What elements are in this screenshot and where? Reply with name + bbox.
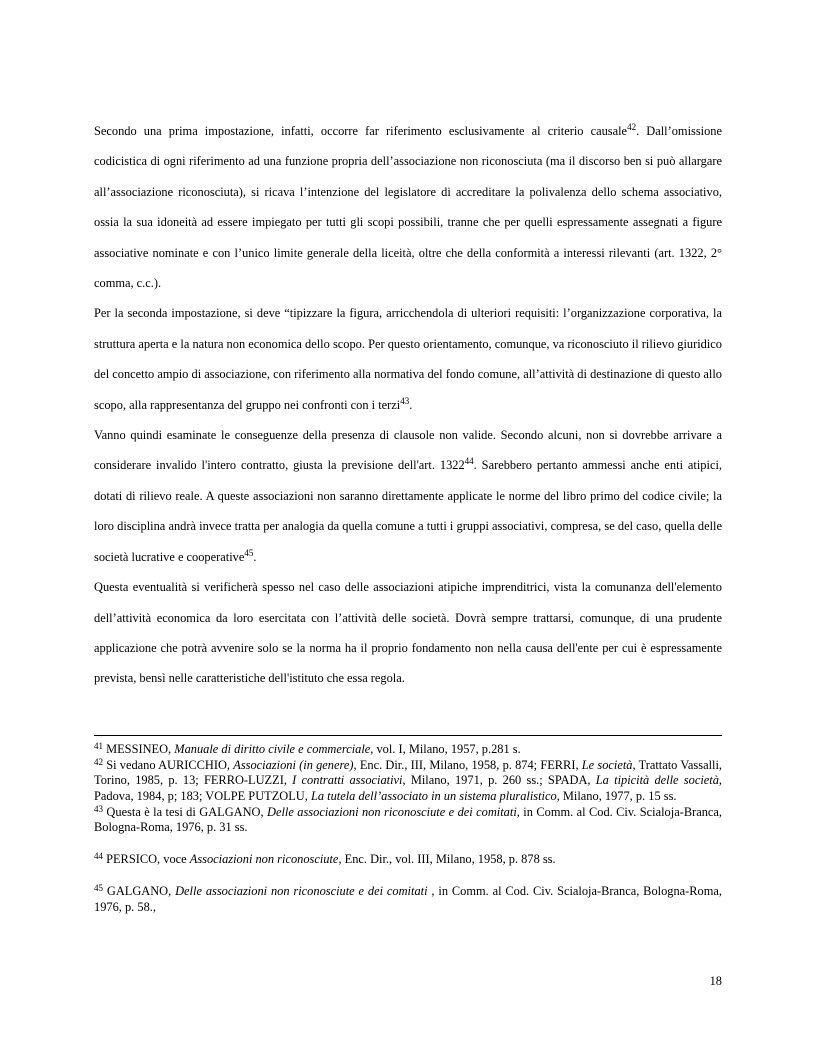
footnote-ref-45[interactable]: 45: [244, 547, 254, 558]
footnote-43: $^{43}$ Questa è la tesi di GALGANO, Delle associazioni non riconosciute e dei comitati, in Comm. al Cod. Civ. Scialoja-Branca, Bologna-Roma, 1976, p. 31 ss.: [94, 803, 723, 835]
footnote-separator: [94, 735, 722, 736]
footnote-42: $^{42}$ Si vedano AURICCHIO, Associazioni (in genere), Enc. Dir., III, Milano, 1958, p. 874; FERRI, Le società, Trattato Vassalli, Torino, 1985, p. 13; FERRO-LUZZI, I contratti associativi, Milano, 1971, p. 260 ss.; SPADA, La tipicità delle società, Padova, 1984, p; 183; VOLPE PUTZOLU, La tutela dell’associato in un sistema pluralistico, Milano, 1977, p. 15 ss.: [94, 757, 723, 803]
footnote-ref-42[interactable]: 42: [627, 122, 637, 132]
footnote-45: $^{45}$ GALGANO, Delle associazioni non riconosciute e dei comitati , in Comm. al Cod. Civ. Scialoja-Branca, Bologna-Roma, 1976, p. 58.,: [94, 883, 722, 914]
footnotes: [94, 742, 722, 916]
paragraph-2: Per la seconda impostazione, si deve “tipizzare la figura, arricchendola di ulteriori requisiti: l’organizzazione corporativa, la struttura aperta e la natura non economica dello scopo. Per questo orientamento, comunque, va riconosciuto il rilievo giuridico del concetto ampio di associazione, con riferimento alla normativa del fondo comune, all’attività di destinazione di questo allo scopo, alla rappresentanza del gruppo nei confronti con i terzi$^{43}$.: [94, 306, 722, 412]
footnote-44: $^{44}$ PERSICO, voce Associazioni non riconosciute, Enc. Dir., vol. III, Milano, 1958, p. 878 ss.: [94, 851, 556, 867]
paragraph-3: Vanno quindi esaminate le conseguenze della presenza di clausole non valide. Secondo alcuni, non si dovrebbe arrivare a considerare invalido l'intero contratto, giusta la previsione dell'art. 1322$^{44}$. Sarebbero pertanto ammessi anche enti atipici, dotati di rilievo reale. A queste associazioni non saranno direttamente applicate le norme del libro primo del codice civile; la loro disciplina andrà invece tratta per analogia da quella comune a tutti i gruppi associativi, compresa, se del caso, quella delle società lucrative e cooperative$^{45}$.: [94, 428, 722, 564]
footnote-ref-43[interactable]: 43: [400, 395, 410, 406]
page-number: 18: [709, 974, 722, 988]
footnote-41: $^{41}$ MESSINEO, Manuale di diritto civile e commerciale, vol. I, Milano, 1957, p.281 s.: [94, 741, 521, 756]
paragraph-1: Secondo una prima impostazione, infatti, occorre far riferimento esclusivamente al criterio causale$^{42}$. Dall’omissione codicistica di ogni riferimento ad una funzione propria dell’associazione non riconosciuta (ma il discorso ben si può allargare all’associazione riconosciuta), si ricava l’intenzione del legislatore di accreditare la polivalenza dello schema associativo, ossia la sua idoneità ad essere impiegato per tutti gli scopi possibili, tranne che per quelli espressamente assegnati a figure associative nominate e con l’unico limite generale della liceità, oltre che della conformità a interessi rilevanti (art. 1322, 2° comma, c.c.).: [94, 122, 722, 291]
paragraph-4: Questa eventualità si verificherà spesso nel caso delle associazioni atipiche imprenditrici, vista la comunanza dell'elemento dell’attività economica da loro esercitata con l’attività delle società. Dovrà sempre trattarsi, comunque, di una prudente applicazione che potrà avvenire solo se la norma ha il proprio fondamento non nella causa dell'ente per cui è espressamente prevista, bensì nelle caratteristiche dell'istituto che essa regola.: [94, 580, 722, 686]
main-text: [94, 116, 722, 694]
footnote-ref-44[interactable]: 44: [464, 456, 474, 467]
